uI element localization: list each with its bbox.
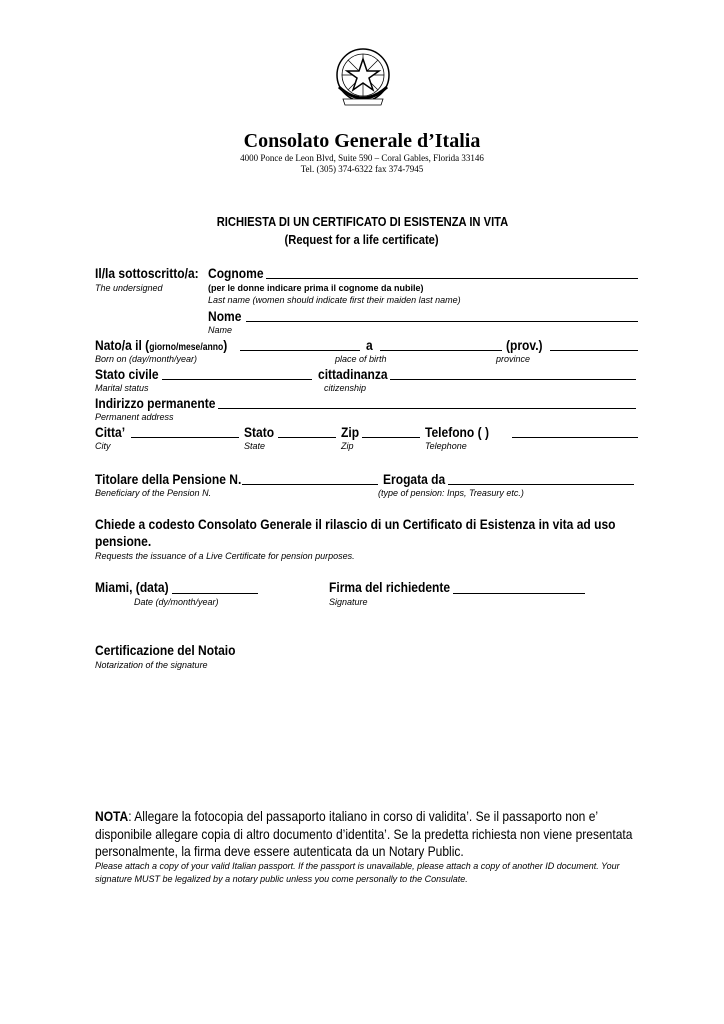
citizenship-sublabel: citizenship bbox=[324, 383, 367, 393]
pension-label: Titolare della Pensione N. bbox=[95, 471, 242, 487]
notary-area[interactable] bbox=[95, 676, 635, 798]
notary-title: Certificazione del Notaio bbox=[95, 642, 236, 658]
state-field[interactable] bbox=[278, 437, 336, 438]
birth-place-sublabel: place of birth bbox=[335, 354, 387, 364]
city-field[interactable] bbox=[131, 437, 239, 438]
citizenship-label: cittadinanza bbox=[318, 366, 388, 382]
zip-label: Zip bbox=[341, 424, 360, 440]
citizenship-field[interactable] bbox=[390, 379, 636, 380]
surname-note: (per le donne indicare prima il cognome da nubile) bbox=[208, 283, 424, 293]
address-sublabel: Permanent address bbox=[95, 412, 174, 422]
undersigned-sublabel: The undersigned bbox=[95, 283, 163, 293]
surname-field[interactable] bbox=[266, 278, 638, 279]
name-label: Nome bbox=[208, 308, 242, 324]
note-english-line1: Please attach a copy of your valid Italian passport. If the passport is unavailable, please attach a copy of another ID document. Your bbox=[95, 861, 620, 871]
note-line1: NOTA: Allegare la fotocopia del passaporto italiano in corso di validita’. Se il passaporto non e’ bbox=[95, 808, 599, 824]
zip-sublabel: Zip bbox=[341, 441, 354, 451]
note-line2: disponibile allegare copia di altro documento d’identita’. Se la predetta richiesta non viene presentata bbox=[95, 826, 633, 842]
province-field[interactable] bbox=[550, 350, 638, 351]
form-subtitle: (Request for a life certificate) bbox=[284, 232, 440, 247]
request-sublabel: Requests the issuance of a Live Certificate for pension purposes. bbox=[95, 551, 355, 561]
form-title: RICHIESTA DI UN CERTIFICATO DI ESISTENZA IN VITA bbox=[216, 214, 508, 229]
city-label: Citta’ bbox=[95, 424, 126, 440]
consulate-phone: Tel. (305) 374-6322 fax 374-7945 bbox=[300, 164, 424, 174]
pension-number-field[interactable] bbox=[242, 484, 378, 485]
marital-status-sublabel: Marital status bbox=[95, 383, 149, 393]
date-field[interactable] bbox=[172, 593, 258, 594]
consulate-address: 4000 Ponce de Leon Blvd, Suite 590 – Coral Gables, Florida 33146 bbox=[240, 153, 484, 163]
state-label: Stato bbox=[244, 424, 275, 440]
marital-status-field[interactable] bbox=[162, 379, 312, 380]
zip-field[interactable] bbox=[362, 437, 420, 438]
signature-sublabel: Signature bbox=[329, 597, 368, 607]
phone-field[interactable] bbox=[512, 437, 638, 438]
name-sublabel: Name bbox=[208, 325, 233, 335]
surname-sublabel: Last name (women should indicate first their maiden last name) bbox=[208, 295, 461, 305]
born-sublabel: Born on (day/month/year) bbox=[95, 354, 198, 364]
date-label: Miami, (data) bbox=[95, 579, 169, 595]
address-label: Indirizzo permanente bbox=[95, 395, 216, 411]
phone-sublabel: Telephone bbox=[425, 441, 467, 451]
born-label: Nato/a il (giorno/mese/anno) bbox=[95, 337, 228, 353]
province-sublabel: province bbox=[496, 354, 531, 364]
italian-republic-emblem bbox=[333, 47, 393, 111]
born-at-label: a bbox=[366, 337, 373, 353]
undersigned-label: Il/la sottoscritto/a: bbox=[95, 265, 199, 281]
marital-status-label: Stato civile bbox=[95, 366, 159, 382]
signature-label: Firma del richiedente bbox=[329, 579, 451, 595]
city-sublabel: City bbox=[95, 441, 111, 451]
note-line3: personalmente, la firma deve essere autenticata da un Notary Public. bbox=[95, 843, 464, 859]
note-english-line2: signature MUST be legalized by a notary public unless you come personally to the Consulate. bbox=[95, 874, 468, 884]
paid-by-field[interactable] bbox=[448, 484, 634, 485]
pension-sublabel: Beneficiary of the Pension N. bbox=[95, 488, 212, 498]
paid-by-label: Erogata da bbox=[383, 471, 446, 487]
state-sublabel: State bbox=[244, 441, 266, 451]
name-field[interactable] bbox=[246, 321, 638, 322]
signature-field[interactable] bbox=[453, 593, 585, 594]
paid-by-sublabel: (type of pension: Inps, Treasury etc.) bbox=[378, 488, 524, 498]
request-text-line1: Chiede a codesto Consolato Generale il rilascio di un Certificato di Esistenza in vita ad uso bbox=[95, 516, 616, 532]
birth-date-field[interactable] bbox=[240, 350, 360, 351]
date-sublabel: Date (dy/month/year) bbox=[134, 597, 219, 607]
notary-sublabel: Notarization of the signature bbox=[95, 660, 208, 670]
address-field[interactable] bbox=[218, 408, 636, 409]
consulate-title: Consolato Generale d’Italia bbox=[243, 130, 481, 152]
province-label: (prov.) bbox=[506, 337, 543, 353]
phone-label: Telefono ( ) bbox=[425, 424, 489, 440]
surname-label: Cognome bbox=[208, 265, 264, 281]
request-text-line2: pensione. bbox=[95, 533, 152, 549]
birth-place-field[interactable] bbox=[380, 350, 502, 351]
